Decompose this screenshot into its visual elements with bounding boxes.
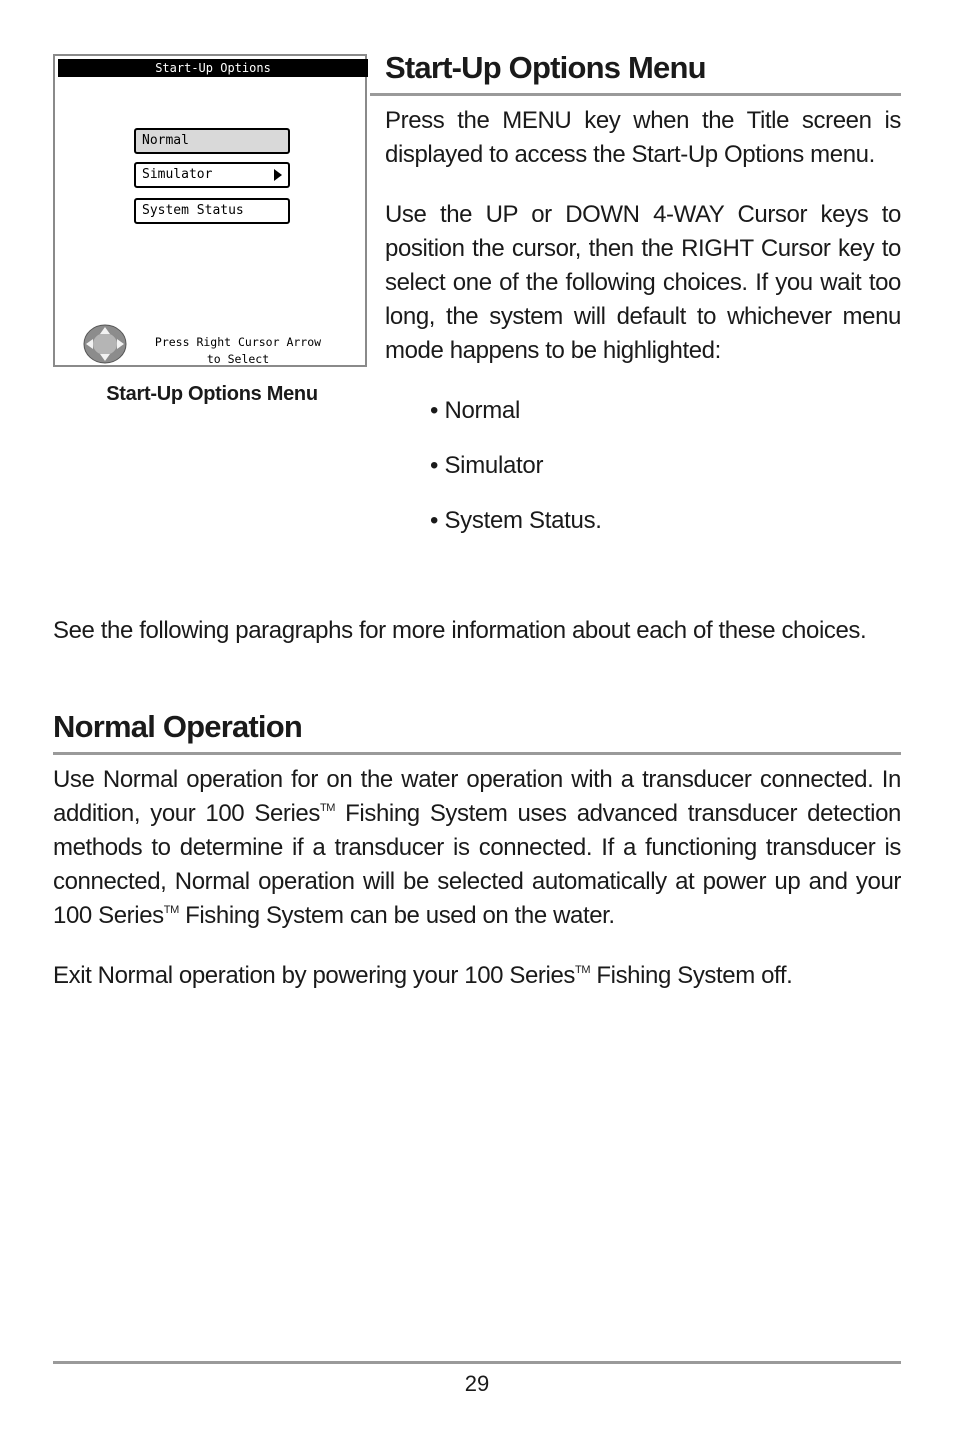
list-item: • Normal: [430, 397, 521, 424]
paragraph: See the following paragraphs for more information about each of these choices.: [53, 617, 867, 644]
right-arrow-icon: [274, 169, 282, 181]
menu-item-system-status: [134, 198, 290, 224]
heading-rule: [370, 93, 901, 96]
footer-rule: [53, 1361, 901, 1364]
figure-caption: Start-Up Options Menu: [106, 383, 318, 405]
paragraph: Use Normal operation for on the water operation with a transducer connected. In addition, your 100 Series™ Fishing System uses advanced transducer detection methods to determine if a transducer is connected. If a functioning transducer is connected, Normal operation will be selected automatically at power up and your 100 Series™ Fishing System can be used on the water.: [53, 766, 901, 929]
screen-hint-text: Press Right Cursor Arrow to Select: [154, 335, 322, 366]
menu-item-simulator: [134, 162, 290, 188]
dpad-icon: [83, 324, 127, 364]
menu-item-label: Normal: [142, 133, 189, 148]
trademark: TM: [319, 802, 336, 814]
paragraph: Use the UP or DOWN 4-WAY Cursor keys to position the cursor, then the RIGHT Cursor key to select one of the following choices. If you wait too long, the system will default to whichever menu mode happens to be highlighted:: [385, 201, 901, 364]
page-number: 29: [464, 1371, 490, 1396]
startup-options-screen: [53, 54, 367, 367]
trademark: TM: [163, 904, 179, 916]
section-heading-normal-operation: Normal Operation: [53, 709, 303, 744]
section-heading-startup-options: Start-Up Options Menu: [385, 50, 706, 85]
menu-item-label: Simulator: [142, 167, 213, 182]
paragraph: Press the MENU key when the Title screen is displayed to access the Start-Up Options menu.: [385, 107, 901, 168]
list-item: • Simulator: [430, 452, 544, 479]
paragraph: Exit Normal operation by powering your 100 Series™ Fishing System off.: [53, 962, 793, 989]
screen-title-bar: Start-Up Options: [58, 59, 368, 77]
menu-item-normal: [134, 128, 290, 154]
menu-item-label: System Status: [142, 203, 244, 218]
list-item: • System Status.: [430, 507, 602, 534]
trademark: TM: [575, 964, 591, 976]
heading-rule: [53, 752, 901, 755]
